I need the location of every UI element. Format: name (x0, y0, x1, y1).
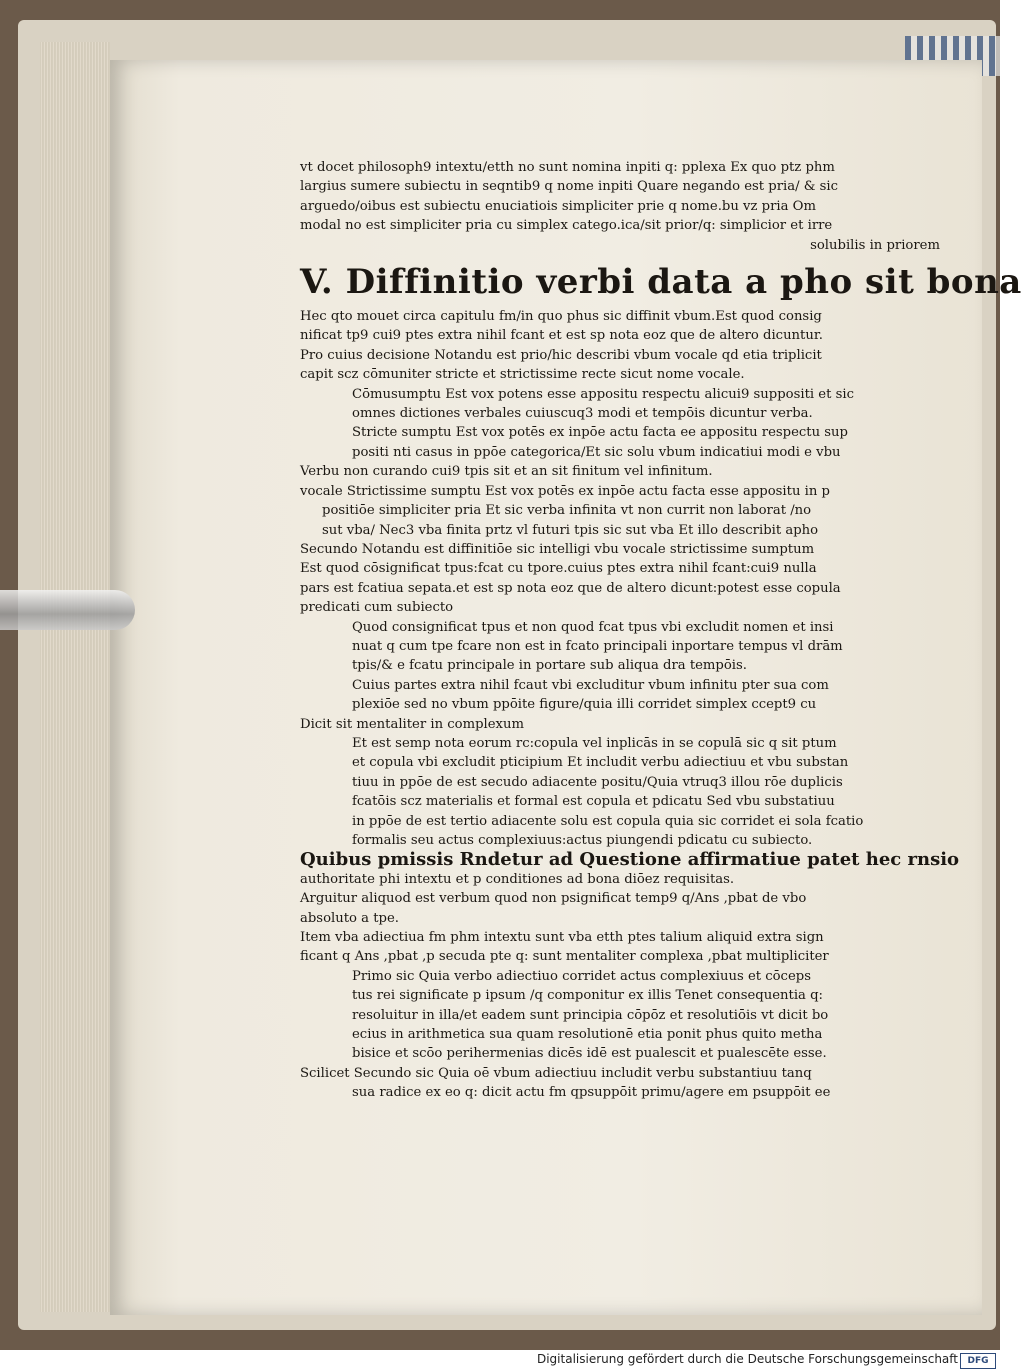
text-line: tus rei significate p ipsum /q componitur ex illis Tenet consequentia q: (352, 988, 823, 1004)
text-line: largius sumere subiectu in seqntib9 q nome inpiti Quare negando est pria/ & sic (300, 179, 839, 195)
page-clip (0, 590, 135, 630)
text-line: predicati cum subiecto (300, 600, 454, 616)
text-line: Verbu non curando cui9 tpis sit et an sit finitum vel infinitum. (300, 464, 713, 480)
text-line: omnes dictiones verbales cuiuscuq3 modi et tempōis dicuntur verba. (352, 406, 813, 422)
text-line: modal no est simpliciter pria cu simplex catego.ica/sit prior/q: simplicior et irre (300, 218, 833, 234)
text-line: et copula vbi excludit pticipium Et includit verbu adiectiuu et vbu substan (352, 755, 849, 771)
text-line: resoluitur in illa/et eadem sunt principia cōpōz et resolutiōis vt dicit bo (352, 1007, 829, 1023)
text-line: positi nti casus in ppōe categorica/Et sic solu vbum indicatiui modi e vbu (352, 444, 841, 460)
text-line: Quibus pmissis Rndetur ad Questione affirmatiue patet hec rnsio (300, 849, 960, 871)
text-line: Cōmusumptu Est vox potens esse appositu respectu alicui9 suppositi et sic (352, 386, 854, 402)
page-text (300, 158, 1022, 1103)
footer-bar (0, 1350, 1000, 1371)
text-line: bisice et scōo perihermenias dicēs idē est pualescit et pualescēte esse. (352, 1046, 827, 1062)
text-line: arguedo/oibus est subiectu enuciatiois simpliciter prie q nome.bu vz pria Om (300, 198, 816, 214)
text-line: Dicit sit mentaliter in complexum (300, 716, 524, 732)
page-edges (40, 42, 110, 1312)
text-line: formalis seu actus complexiuus:actus piungendi pdicatu cu subiecto. (352, 833, 813, 848)
text-line: Item vba adiectiua fm phm intextu sunt vba etth ptes talium aliquid extra sign (300, 930, 824, 946)
text-line: Scilicet Secundo sic Quia oē vbum adiectiuu includit verbu substantiuu tanq (300, 1065, 812, 1081)
text-line: vt docet philosoph9 intextu/etth no sunt nomina inpiti q: pplexa Ex quo ptz phm (300, 160, 835, 175)
text-line: capit scz cōmuniter stricte et strictissime recte sicut nome vocale. (300, 367, 745, 383)
text-line: nuat q cum tpe fcare non est in fcato principali inportare tempus vl drām (352, 638, 843, 654)
text-line: tpis/& e fcatu principale in portare sub aliqua dra tempōis. (352, 658, 747, 674)
funding-notice: Digitalisierung gefördert durch die Deutsche Forschungsgemeinschaft (536, 1352, 958, 1366)
text-line: Quod consignificat tpus et non quod fcat tpus vbi excludit nomen et insi (352, 619, 834, 635)
text-line: nificat tp9 cui9 ptes extra nihil fcant et est sp nota eoz que de altero dicuntur. (300, 328, 823, 344)
text-line: solubilis in priorem (810, 237, 940, 253)
text-line: fcatōis scz materialis et formal est copula et pdicatu Sed vbu substatiuu (352, 794, 835, 810)
text-line: Et est semp nota eorum rc:copula vel inplicās in se copulā sic q sit ptum (352, 735, 837, 751)
text-line: Est quod cōsignificat tpus:fcat cu tpore.cuius ptes extra nihil fcant:cui9 nulla (300, 561, 817, 577)
dfg-logo: DFG (960, 1353, 996, 1369)
text-line: in ppōe de est tertio adiacente solu est copula quia sic corridet ei sola fcatio (352, 813, 864, 829)
text-line: Pro cuius decisione Notandu est prio/hic describi vbum vocale qd etia triplicit (300, 347, 822, 363)
text-line: Cuius partes extra nihil fcaut vbi excluditur vbum infinitu pter sua com (352, 677, 829, 693)
text-line: Arguitur aliquod est verbum quod non psignificat temp9 q/Ans ,pbat de vbo (300, 891, 807, 907)
text-line: Secundo Notandu est diffinitiōe sic intelligi vbu vocale strictissime sumptum (300, 541, 815, 557)
text-line: plexiōe sed no vbum ppōite figure/quia illi corridet simplex ccept9 cu (352, 697, 817, 713)
text-line: ficant q Ans ,pbat ,p secuda pte q: sunt mentaliter complexa ,pbat multipliciter (300, 949, 829, 965)
text-line: positiōe simpliciter pria Et sic verba infinita vt non currit non laborat /no (322, 503, 812, 519)
text-line: pars est fcatiua sepata.et est sp nota eoz que de altero dicunt:potest esse copula (300, 580, 841, 596)
text-line: Hec qto mouet circa capitulu fm/in quo phus sic diffinit vbum.Est quod consig (300, 309, 822, 325)
text-line: Primo sic Quia verbo adiectiuo corridet actus complexiuus et cōceps (352, 968, 811, 984)
text-line: sua radice ex eo q: dicit actu fm qpsuppōit primu/agere em psuppōit ee (352, 1085, 831, 1101)
text-line: vocale Strictissime sumptu Est vox potēs ex inpōe actu facta esse appositu in p (300, 483, 830, 499)
text-line: Stricte sumptu Est vox potēs ex inpōe actu facta ee appositu respectu sup (352, 425, 848, 441)
section-heading: V. Diffinitio verbi data a pho sit bona (300, 262, 1022, 303)
text-line: ecius in arithmetica sua quam resolutionē etia ponit phus quito metha (352, 1027, 823, 1043)
text-line: tiuu in ppōe de est secudo adiacente positu/Quia vtruq3 illou rōe duplicis (352, 774, 843, 790)
text-line: sut vba/ Nec3 vba finita prtz vl futuri tpis sic sut vba Et illo describit apho (322, 522, 819, 538)
text-line: authoritate phi intextu et p conditiones ad bona diōez requisitas. (300, 871, 735, 887)
text-line: absoluto a tpe. (300, 910, 399, 926)
